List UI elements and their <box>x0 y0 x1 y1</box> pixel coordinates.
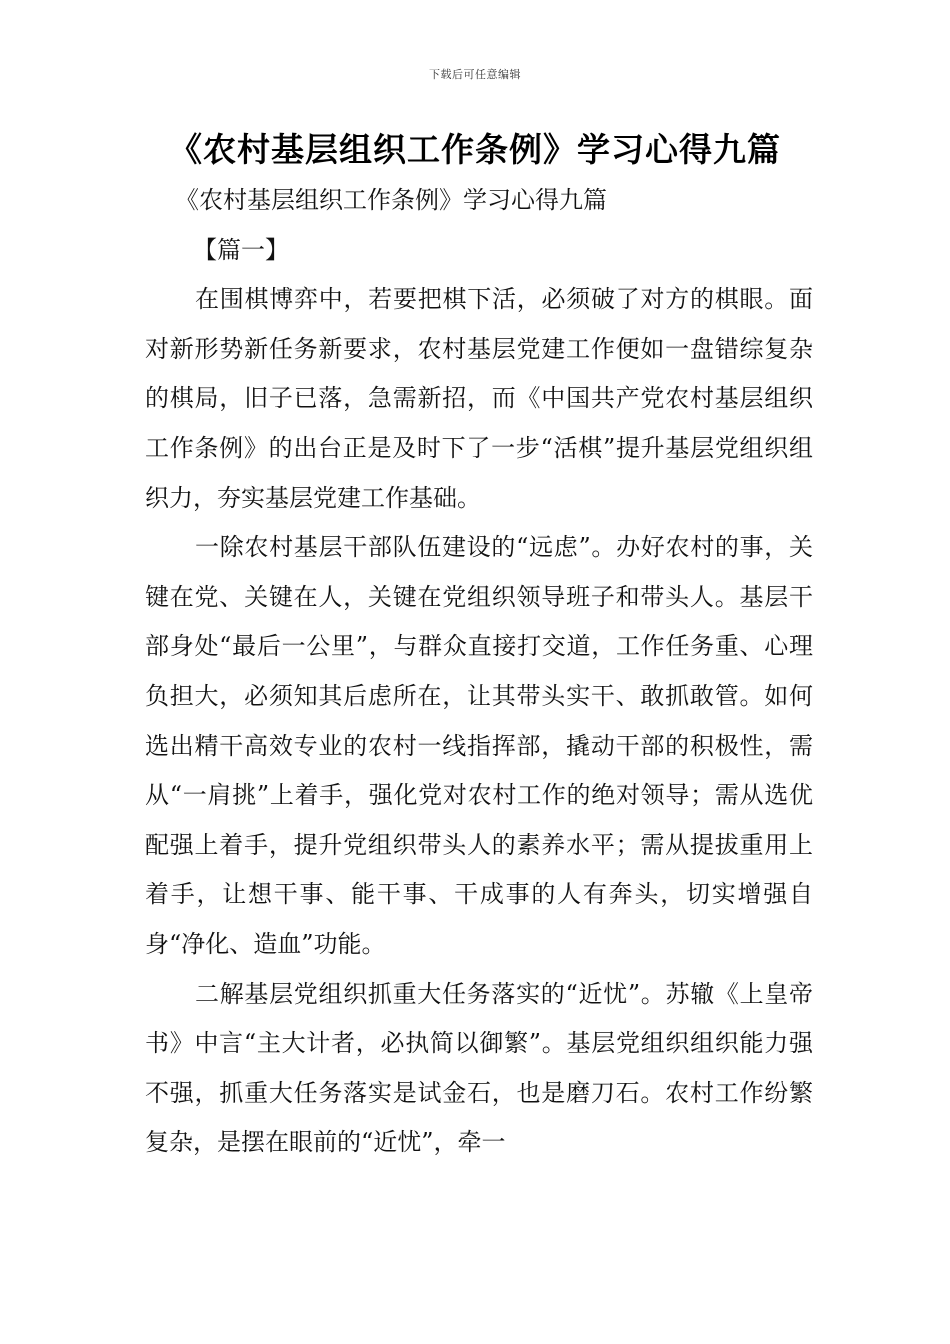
paragraph-1: 在围棋博弈中，若要把棋下活，必须破了对方的棋眼。面对新形势新任务新要求，农村基层党建工作便如一盘错综复杂的棋局，旧子已落，急需新招，而《中国共产党农村基层组织工作条例》的出台正是及时下了一步“活棋”提升基层党组织组织力，夯实基层党建工作基础。 <box>145 285 813 512</box>
paragraph-3: 二解基层党组织抓重大任务落实的“近忧”。苏辙《上皇帝书》中言“主大计者，必执简以御繁”。基层党组织组织能力强不强，抓重大任务落实是试金石，也是磨刀石。农村工作纷繁复杂，是摆在眼前的“近忧”，牵一 <box>145 979 813 1157</box>
document-title: 《农村基层组织工作条例》学习心得九篇 <box>169 130 781 169</box>
paragraph-2: 一除农村基层干部队伍建设的“远虑”。办好农村的事，关键在党、关键在人，关键在党组织领导班子和带头人。基层干部身处“最后一公里”，与群众直接打交道，工作任务重、心理负担大，必须知其后虑所在，让其带头实干、敢抓敢管。如何选出精干高效专业的农村一线指挥部，撬动干部的积极性，需从“一肩挑”上着手，强化党对农村工作的绝对领导；需从选优配强上着手，提升党组织带头人的素养水平；需从提拔重用上着手，让想干事、能干事、干成事的人有奔头，切实增强自身“净化、造血”功能。 <box>145 533 813 958</box>
document-subtitle: 《农村基层组织工作条例》学习心得九篇 <box>175 186 607 214</box>
section-label: 【篇一】 <box>193 235 289 264</box>
header-note: 下载后可任意编辑 <box>429 68 521 81</box>
document-body <box>145 176 813 1168</box>
